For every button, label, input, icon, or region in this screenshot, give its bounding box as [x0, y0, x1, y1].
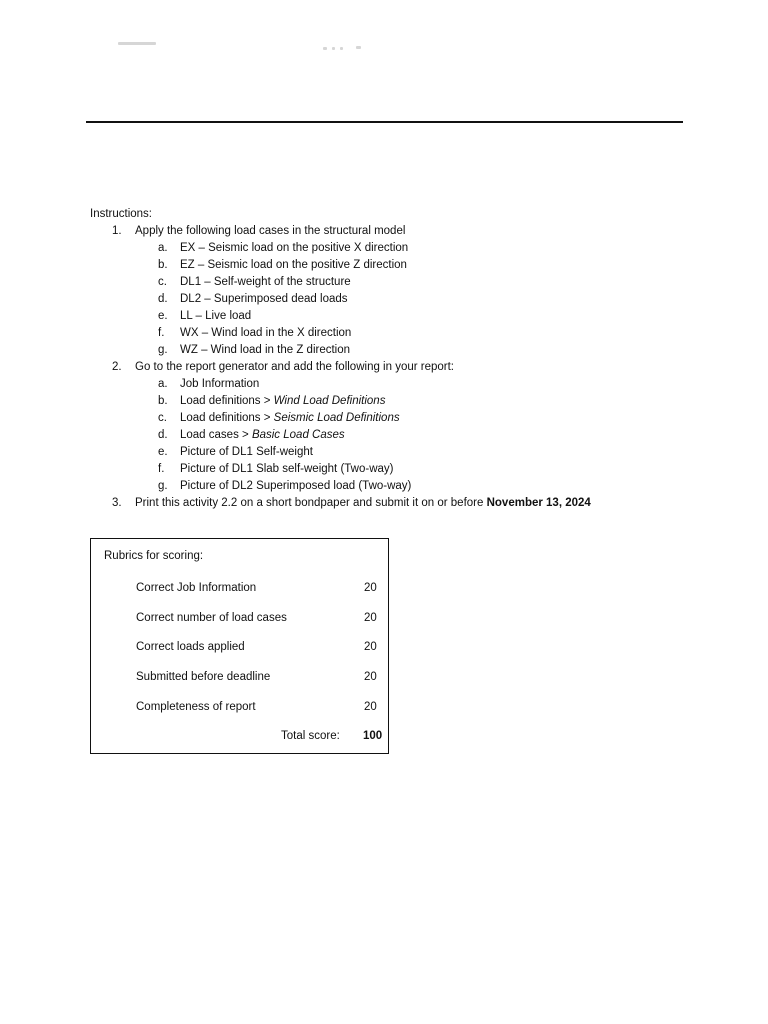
rubric-box	[90, 538, 389, 754]
sub-item-prefix: Load definitions >	[180, 395, 274, 407]
rubric-row	[91, 580, 388, 596]
sub-item-text: Picture of DL1 Self-weight	[180, 446, 313, 458]
sub-item-text: Job Information	[180, 378, 260, 390]
sub-item-letter: c.	[158, 412, 167, 424]
sub-item-text: Picture of DL2 Superimposed load (Two-way)	[180, 480, 412, 492]
sub-item	[90, 478, 690, 495]
sub-item-prefix: Load cases >	[180, 429, 252, 441]
item-text	[135, 495, 591, 512]
item-text: Go to the report generator and add the following in your report:	[135, 361, 455, 373]
sub-item-text: WX – Wind load in the X direction	[180, 327, 352, 339]
sub-item	[90, 325, 690, 342]
rubric-points: 20	[364, 582, 377, 594]
item-text: Apply the following load cases in the structural model	[135, 225, 406, 237]
header-rule	[86, 121, 683, 123]
sub-item-text	[180, 410, 400, 427]
deadline-date: November 13, 2024	[486, 497, 591, 509]
sub-item-emphasis: Basic Load Cases	[251, 429, 345, 441]
sub-item-letter: a.	[158, 378, 168, 390]
instruction-item	[90, 495, 690, 512]
rubric-row	[91, 669, 388, 685]
rubric-criterion: Correct number of load cases	[136, 612, 287, 624]
total-score-label: Total score:	[281, 730, 340, 742]
rubric-points: 20	[364, 641, 377, 653]
sub-item	[90, 427, 690, 444]
sub-item-emphasis: Wind Load Definitions	[273, 395, 386, 407]
sub-item	[90, 274, 690, 291]
rubric-points: 20	[364, 671, 377, 683]
sub-item-text	[180, 427, 345, 444]
rubric-row	[91, 610, 388, 626]
sub-item-letter: f.	[158, 327, 165, 339]
rubric-title: Rubrics for scoring:	[104, 550, 204, 562]
sub-item-letter: b.	[158, 259, 168, 271]
sub-item-letter: d.	[158, 293, 168, 305]
sub-item-text: WZ – Wind load in the Z direction	[180, 344, 351, 356]
item-number: 2.	[112, 361, 122, 373]
rubric-criterion: Correct Job Information	[136, 582, 257, 594]
sub-item-text: LL – Live load	[180, 310, 252, 322]
sub-item-letter: c.	[158, 276, 167, 288]
sub-item-text: EZ – Seismic load on the positive Z direction	[180, 259, 407, 271]
instructions-title: Instructions:	[90, 208, 152, 220]
sub-item-letter: g.	[158, 344, 168, 356]
item-text-plain: Print this activity 2.2 on a short bondpaper and submit it on or before	[135, 497, 487, 509]
item-number: 1.	[112, 225, 122, 237]
sub-item	[90, 308, 690, 325]
sub-item-text: EX – Seismic load on the positive X direction	[180, 242, 409, 254]
total-score-value: 100	[363, 730, 383, 742]
faded-header-marks	[118, 38, 378, 54]
instruction-item	[90, 359, 690, 376]
sub-item-text: Picture of DL1 Slab self-weight (Two-way)	[180, 463, 394, 475]
rubric-row	[91, 639, 388, 655]
sub-item-text: DL2 – Superimposed dead loads	[180, 293, 348, 305]
sub-item-letter: b.	[158, 395, 168, 407]
sub-item-letter: d.	[158, 429, 168, 441]
sub-item	[90, 393, 690, 410]
rubric-total-row	[91, 728, 388, 744]
sub-item-text: DL1 – Self-weight of the structure	[180, 276, 351, 288]
sub-item	[90, 410, 690, 427]
rubric-points: 20	[364, 612, 377, 624]
rubric-row	[91, 699, 388, 715]
sub-item	[90, 291, 690, 308]
sub-item	[90, 461, 690, 478]
sub-item	[90, 342, 690, 359]
sub-item-letter: e.	[158, 310, 168, 322]
sub-item	[90, 257, 690, 274]
sub-item-letter: f.	[158, 463, 165, 475]
sub-item	[90, 240, 690, 257]
sub-item-letter: e.	[158, 446, 168, 458]
rubric-criterion: Completeness of report	[136, 701, 256, 713]
rubric-criterion: Submitted before deadline	[136, 671, 271, 683]
sub-item-emphasis: Seismic Load Definitions	[273, 412, 400, 424]
instruction-item	[90, 223, 690, 240]
item-number: 3.	[112, 497, 122, 509]
sub-item-prefix: Load definitions >	[180, 412, 274, 424]
rubric-points: 20	[364, 701, 377, 713]
rubric-criterion: Correct loads applied	[136, 641, 245, 653]
sub-item-letter: g.	[158, 480, 168, 492]
sub-item-letter: a.	[158, 242, 168, 254]
sub-item	[90, 444, 690, 461]
sub-item-text	[180, 393, 385, 410]
instructions-section	[90, 206, 690, 512]
sub-item	[90, 376, 690, 393]
